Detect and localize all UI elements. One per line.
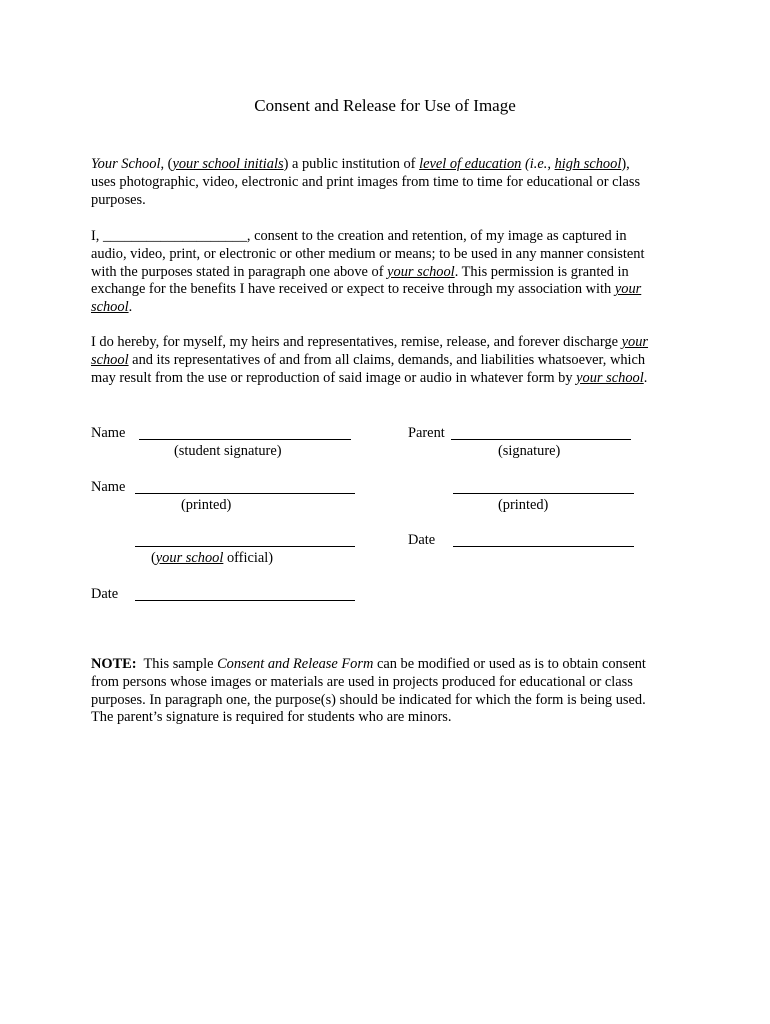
text-run: exchange for the benefits I have received or expect to receive through my association with xyxy=(91,281,615,298)
your-school-placeholder: school xyxy=(91,351,129,368)
text-run: ( xyxy=(151,550,156,566)
text-run: can be modified or used as is to obtain consent xyxy=(373,656,646,672)
your-school-placeholder: your school xyxy=(387,263,455,280)
text-run: with the purposes stated in paragraph one above of xyxy=(91,263,388,280)
paragraph-line xyxy=(91,334,691,352)
paragraph-purpose xyxy=(91,156,691,209)
paragraph-consent xyxy=(91,228,691,317)
school-initials-placeholder: your school initials xyxy=(172,156,284,172)
text-run: ) a public institution of xyxy=(283,156,420,172)
printed-caption-left: (printed) xyxy=(181,497,232,513)
date-line-left[interactable] xyxy=(135,600,355,601)
your-school-placeholder: your school xyxy=(576,369,644,386)
paragraph-line: audio, video, print, or electronic or other medium or means; to be used in any manner consistent xyxy=(91,245,645,262)
paragraph-line xyxy=(91,352,691,370)
paragraph-line xyxy=(91,228,691,246)
paragraph-line xyxy=(91,264,691,282)
consent-name-blank: I, ____________________ xyxy=(91,228,247,244)
official-caption xyxy=(151,549,273,567)
paragraph-line: The parent’s signature is required for students who are minors. xyxy=(91,709,452,726)
text-run: . This permission is granted in xyxy=(454,263,629,280)
education-level-placeholder: level of education xyxy=(419,156,522,172)
paragraph-line: purposes. In paragraph one, the purpose(s) should be indicated for which the form is being used. xyxy=(91,691,646,708)
text-run: and its representatives of and from all claims, demands, and liabilities whatsoever, which xyxy=(128,351,646,368)
parent-printed-name-line[interactable] xyxy=(453,493,634,494)
name-label: Name xyxy=(91,425,126,441)
parent-label: Parent xyxy=(408,425,445,441)
student-printed-name-line[interactable] xyxy=(135,493,355,494)
paragraph-line xyxy=(91,156,691,174)
paragraph-line: from persons whose images or materials are used in projects produced for educational or class xyxy=(91,673,633,690)
date-label-right: Date xyxy=(408,532,436,548)
student-signature-caption: (student signature) xyxy=(174,443,282,459)
date-line-right[interactable] xyxy=(453,546,634,547)
parent-signature-caption: (signature) xyxy=(498,443,561,459)
note-paragraph xyxy=(91,656,691,727)
paragraph-line xyxy=(91,281,691,299)
text-run: ), xyxy=(621,156,630,172)
your-school-placeholder: your xyxy=(614,281,642,298)
name-printed-label: Name xyxy=(91,479,126,495)
paragraph-line xyxy=(91,370,691,388)
high-school-example: high school xyxy=(554,156,622,172)
student-signature-line[interactable] xyxy=(139,439,351,440)
paragraph-line: uses photographic, video, electronic and print images from time to time for educational or class xyxy=(91,173,641,190)
text-run: may result from the use or reproduction of said image or audio in whatever form by xyxy=(91,369,577,386)
text-run: , ( xyxy=(160,156,173,172)
parent-signature-line[interactable] xyxy=(451,439,631,440)
text-run: , consent to the creation and retention, of my image as captured in xyxy=(246,228,627,244)
text-run: . xyxy=(643,369,648,386)
paragraph-release xyxy=(91,334,691,387)
document-title: Consent and Release for Use of Image xyxy=(254,96,516,115)
text-run: official) xyxy=(223,550,274,566)
printed-caption-right: (printed) xyxy=(498,497,549,513)
text-run: I do hereby, for myself, my heirs and representatives, remise, release, and forever discharge xyxy=(91,334,622,350)
text-run: . xyxy=(128,299,133,316)
paragraph-line: purposes. xyxy=(91,191,146,208)
your-school-placeholder: your school xyxy=(155,550,224,566)
note-label: NOTE: xyxy=(91,656,137,672)
official-signature-line[interactable] xyxy=(135,546,355,547)
form-name-italic: Consent and Release Form xyxy=(217,656,374,672)
your-school-placeholder: school xyxy=(91,299,129,316)
paragraph-line xyxy=(91,299,691,317)
date-label-left: Date xyxy=(91,586,119,602)
your-school-placeholder: your xyxy=(621,334,649,350)
paragraph-line xyxy=(91,656,691,674)
school-name-placeholder: Your School xyxy=(91,156,161,172)
text-run: This sample xyxy=(136,656,218,672)
ie-text: (i.e., xyxy=(524,156,555,172)
